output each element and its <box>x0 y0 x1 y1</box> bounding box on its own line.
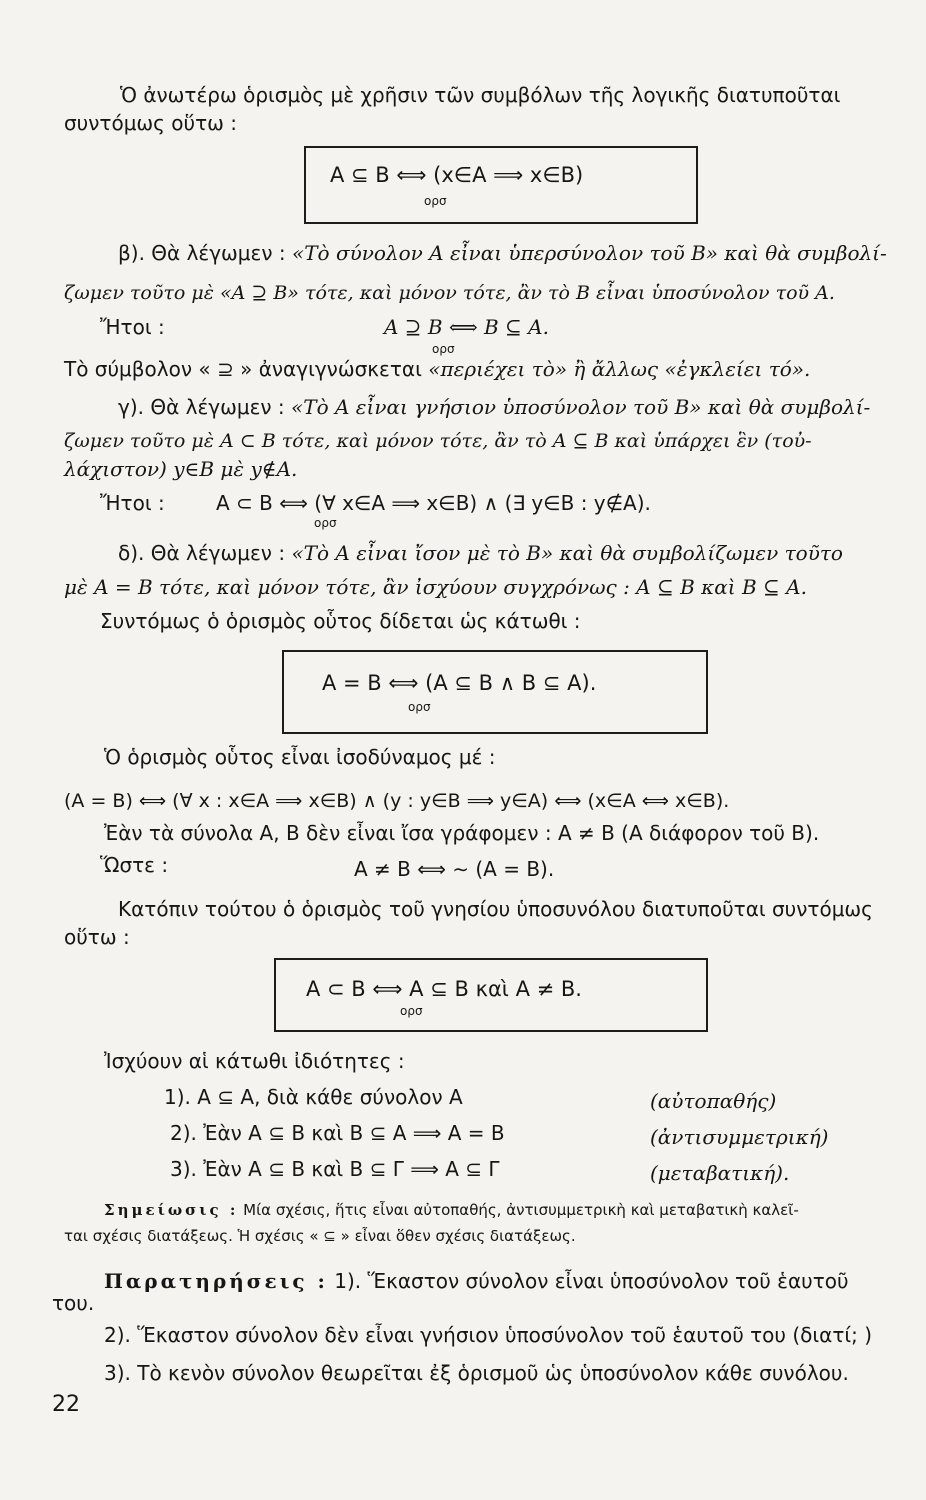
ors-label: ορσ <box>424 194 447 208</box>
text-line: μὲ A = B τότε, καὶ μόνον τότε, ἂν ἰσχύουν συγχρόνως : A ⊆ B καὶ B ⊆ A. <box>64 575 807 599</box>
definition-box-equality <box>282 650 708 734</box>
text-line: Ὥστε : <box>100 853 169 877</box>
text-span: Τὸ σύμβολον « ⊇ » ἀναγιγνώσκεται <box>64 357 429 381</box>
text-line: Ὁ ὁρισμὸς οὗτος εἶναι ἰσοδύναμος μέ : <box>104 745 496 769</box>
text-line <box>64 356 810 382</box>
text-line: λάχιστον) y∈B μὲ y∉A. <box>64 457 298 481</box>
text-span: «Τὸ A εἶναι ἴσον μὲ τὸ B» καὶ θὰ συμβολίζωμεν τοῦτο <box>291 541 843 565</box>
text-span: «Τὸ σύνολον A εἶναι ὑπερσύνολον τοῦ B» καὶ θὰ συμβολί- <box>291 241 887 265</box>
text-line <box>118 540 843 566</box>
text-line <box>104 1268 849 1294</box>
property-2: 2). Ἐὰν A ⊆ B καὶ B ⊆ A ⟹ A = B <box>170 1121 505 1145</box>
text-line: Ἤτοι : <box>100 315 165 339</box>
text-line: Ἤτοι : <box>100 491 165 515</box>
text-line: συντόμως οὕτω : <box>64 111 237 135</box>
text-span: γ). Θὰ λέγωμεν : <box>118 395 292 419</box>
definition-box-proper-subset <box>274 958 708 1032</box>
text-line <box>118 240 887 266</box>
property-1-name: (αὐτοπαθής) <box>650 1089 777 1113</box>
text-line: Κατόπιν τούτου ὁ ὁρισμὸς τοῦ γνησίου ὑποσυνόλου διατυποῦται συντόμως <box>118 897 873 921</box>
formula: A = B ⟺ (A ⊆ B ∧ B ⊆ A). <box>322 671 597 695</box>
formula: A ⊇ B ⟺ B ⊆ A. <box>384 315 549 339</box>
text-line: οὕτω : <box>64 925 130 949</box>
ors-label: ορσ <box>408 700 431 714</box>
text-span: Μία σχέσις, ἥτις εἶναι αὐτοπαθής, ἀντισυμμετρικὴ καὶ μεταβατικὴ καλεῖ- <box>238 1201 799 1219</box>
note-line <box>104 1200 799 1220</box>
text-line: Ὁ ἀνωτέρω ὁρισμὸς μὲ χρῆσιν τῶν συμβόλων τῆς λογικῆς διατυποῦται <box>120 83 841 107</box>
note-line: ται σχέσις διατάξεως. Ἡ σχέσις « ⊆ » εἶναι ὅθεν σχέσις διατάξεως. <box>64 1227 576 1245</box>
text-span: β). Θὰ λέγωμεν : <box>118 241 292 265</box>
property-2-name: (ἀντισυμμετρική) <box>650 1125 829 1149</box>
text-line: 2). Ἕκαστον σύνολον δὲν εἶναι γνήσιον ὑποσύνολον τοῦ ἑαυτοῦ του (διατί; ) <box>104 1323 873 1347</box>
text-line: ζωμεν τοῦτο μὲ A ⊂ B τότε, καὶ μόνον τότε, ἂν τὸ A ⊆ B καὶ ὑπάρχει ἓν (τοὐ- <box>64 430 812 452</box>
formula: A ⊂ B ⟺ (∀ x∈A ⟹ x∈B) ∧ (∃ y∈B : y∉A). <box>216 491 651 515</box>
text-line: του. <box>52 1291 95 1315</box>
text-span: «Τὸ A εἶναι γνήσιον ὑποσύνολον τοῦ B» καὶ θὰ συμβολί- <box>291 395 871 419</box>
definition-box-subset <box>304 146 698 224</box>
remarks-heading: Παρατηρήσεις : <box>104 1269 328 1293</box>
ors-label: ορσ <box>314 516 337 530</box>
text-line <box>118 394 870 420</box>
text-line: Ἰσχύουν αἱ κάτωθι ἰδιότητες : <box>104 1049 405 1073</box>
text-line: Συντόμως ὁ ὁρισμὸς οὗτος δίδεται ὡς κάτωθι : <box>100 609 581 633</box>
text-line: 3). Τὸ κενὸν σύνολον θεωρεῖται ἐξ ὁρισμοῦ ὡς ὑποσύνολον κάθε συνόλου. <box>104 1361 849 1385</box>
formula: (A = B) ⟺ (∀ x : x∈A ⟹ x∈B) ∧ (y : y∈B ⟹ y∈A) ⟺ (x∈A ⟺ x∈B). <box>64 790 730 812</box>
formula: A ⊆ B ⟺ (x∈A ⟹ x∈B) <box>330 163 584 187</box>
text-line: Ἐὰν τὰ σύνολα A, B δὲν εἶναι ἴσα γράφομεν : A ≠ B (A διάφορον τοῦ B). <box>104 821 820 845</box>
text-line: ζωμεν τοῦτο μὲ «A ⊇ B» τότε, καὶ μόνον τότε, ἂν τὸ B εἶναι ὑποσύνολον τοῦ A. <box>64 282 835 304</box>
ors-label: ορσ <box>400 1004 423 1018</box>
formula: A ⊂ B ⟺ A ⊆ B καὶ A ≠ B. <box>306 977 582 1001</box>
note-heading: Σημείωσις : <box>104 1201 239 1219</box>
property-1: 1). A ⊆ A, διὰ κάθε σύνολον A <box>164 1085 463 1109</box>
ors-label: ορσ <box>432 342 455 356</box>
property-3: 3). Ἐὰν A ⊆ B καὶ B ⊆ Γ ⟹ A ⊆ Γ <box>170 1157 500 1181</box>
text-span: «περιέχει τὸ» ἢ ἄλλως «ἐγκλείει τό». <box>428 357 811 381</box>
page-number: 22 <box>52 1392 80 1417</box>
formula: A ≠ B ⟺ ∼ (A = B). <box>354 857 555 881</box>
text-span: 1). Ἕκαστον σύνολον εἶναι ὑποσύνολον τοῦ ἑαυτοῦ <box>327 1269 849 1293</box>
property-3-name: (μεταβατική). <box>650 1161 790 1185</box>
text-span: δ). Θὰ λέγωμεν : <box>118 541 292 565</box>
